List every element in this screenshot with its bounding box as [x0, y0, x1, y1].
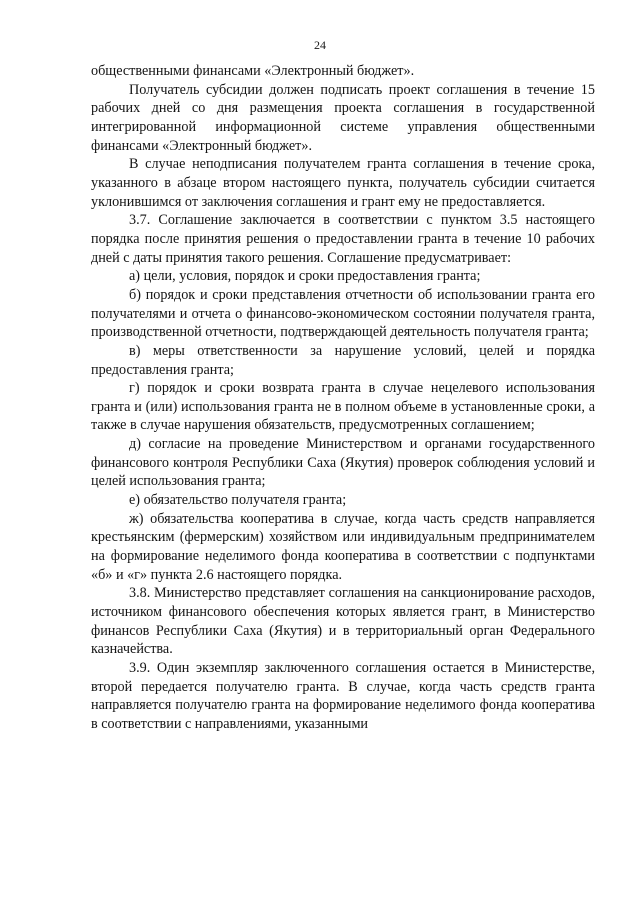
paragraph-continuation: общественными финансами «Электронный бюджет». — [91, 63, 415, 79]
list-item-g: г) порядок и сроки возврата гранта в случае нецелевого использования гранта и (или) использования гранта не в полном объеме в установленные сроки, а также в случае нарушения обязательств, предусмотренных соглашением; — [91, 380, 595, 434]
list-item-a: а) цели, условия, порядок и сроки предоставления гранта; — [129, 268, 481, 285]
paragraph-3-8: 3.8. Министерство представляет соглашения на санкционирование расходов, источником финансового обеспечения которых является грант, в Министерство финансов Республики Саха (Якутия) и в территориальный орган Федерального казначейства. — [91, 585, 595, 658]
list-item-e: е) обязательство получателя гранта; — [129, 492, 347, 509]
paragraph-non-signing: В случае неподписания получателем гранта соглашения в течение срока, указанного в абзаце втором настоящего пункта, получатель субсидии считается уклонившимся от заключения соглашения и грант ему не предоставляется. — [91, 156, 595, 210]
paragraph-signing-deadline: Получатель субсидии должен подписать проект соглашения в течение 15 рабочих дней со дня размещения проекта соглашения в государственной интегрированной информационной системе управления общественными финансами «Электронный бюджет». — [91, 81, 595, 154]
paragraph-3-9: 3.9. Один экземпляр заключенного соглашения остается в Министерстве, второй передается получателю гранта. В случае, когда часть средств гранта направляется получателю гранта на формирование неделимого фонда кооператива в соответствии с направлениями, указанными — [91, 660, 595, 732]
list-item-v: в) меры ответственности за нарушение условий, целей и порядка предоставления гранта; — [91, 342, 595, 378]
paragraph-3-7: 3.7. Соглашение заключается в соответствии с пунктом 3.5 настоящего порядка после принятия решения о предоставлении гранта в течение 10 рабочих дней с даты принятия такого решения. Соглашение предусматривает: — [91, 212, 595, 266]
list-item-d: д) согласие на проведение Министерством и органами государственного финансового контроля Республики Саха (Якутия) проверок соблюдения условий и целей использования гранта; — [91, 436, 595, 490]
list-item-zh: ж) обязательства кооператива в случае, когда часть средств направляется крестьянским (фермерским) хозяйством или индивидуальным предпринимателем на формирование неделимого фонда кооператива в соответствии с подпунктами «б» и «г» пункта 2.6 настоящего порядка. — [91, 510, 595, 583]
list-item-b: б) порядок и сроки представления отчетности об использовании гранта его получателями и отчета о финансово-экономическом состоянии получателя гранта, производственной отчетности, подтверждающей деятельность получателя гранта; — [91, 286, 595, 341]
document-body — [91, 62, 595, 734]
page-number: 24 — [314, 38, 326, 52]
